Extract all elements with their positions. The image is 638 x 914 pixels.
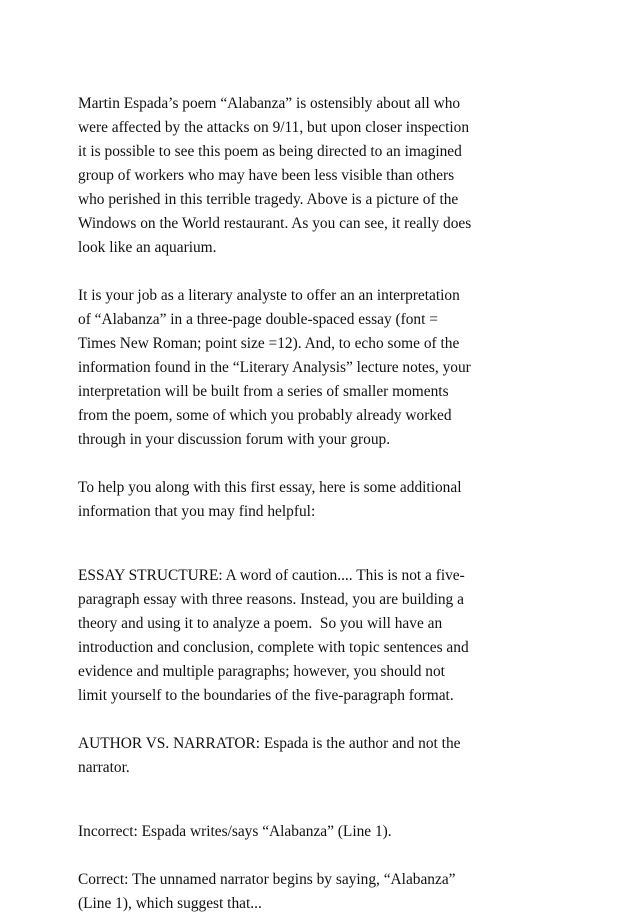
text-line: ESSAY STRUCTURE: A word of caution.... This is not a five- <box>78 567 465 584</box>
text-line: interpretation will be built from a series of smaller moments <box>78 383 449 400</box>
text-line: through in your discussion forum with your group. <box>78 431 391 448</box>
text-line: Correct: The unnamed narrator begins by saying, “Alabanza” <box>78 871 456 888</box>
text-line: evidence and multiple paragraphs; however, you should not <box>78 663 445 680</box>
text-line: Incorrect: Espada writes/says “Alabanza” (Line 1). <box>78 823 392 840</box>
text-line: limit yourself to the boundaries of the five-paragraph format. <box>78 687 454 704</box>
text-line: paragraph essay with three reasons. Instead, you are building a <box>78 591 464 608</box>
text-line: group of workers who may have been less visible than others <box>78 167 455 184</box>
text-line: Times New Roman; point size =12). And, to echo some of the <box>78 335 460 352</box>
text-line: introduction and conclusion, complete with topic sentences and <box>78 639 469 656</box>
text-line: information found in the “Literary Analysis” lecture notes, your <box>78 359 471 376</box>
text-line: narrator. <box>78 759 130 776</box>
text-line: Martin Espada’s poem “Alabanza” is ostensibly about all who <box>78 95 461 112</box>
text-line: It is your job as a literary analyste to offer an an interpretation <box>78 287 460 304</box>
text-line: To help you along with this first essay, here is some additional <box>78 479 462 496</box>
text-line: theory and using it to analyze a poem. So you will have an <box>78 615 443 632</box>
text-line: look like an aquarium. <box>78 239 217 256</box>
text-line: information that you may find helpful: <box>78 503 316 520</box>
text-line: AUTHOR VS. NARRATOR: Espada is the author and not the <box>78 735 461 752</box>
text-line: from the poem, some of which you probably already worked <box>78 407 452 424</box>
text-line: were affected by the attacks on 9/11, but upon closer inspection <box>78 119 470 136</box>
text-line: it is possible to see this poem as being directed to an imagined <box>78 143 462 160</box>
text-line: Windows on the World restaurant. As you can see, it really does <box>78 215 472 232</box>
text-line: (Line 1), which suggest that... <box>78 895 262 912</box>
text-line: who perished in this terrible tragedy. Above is a picture of the <box>78 191 459 208</box>
text-line: of “Alabanza” in a three-page double-spaced essay (font = <box>78 311 438 328</box>
